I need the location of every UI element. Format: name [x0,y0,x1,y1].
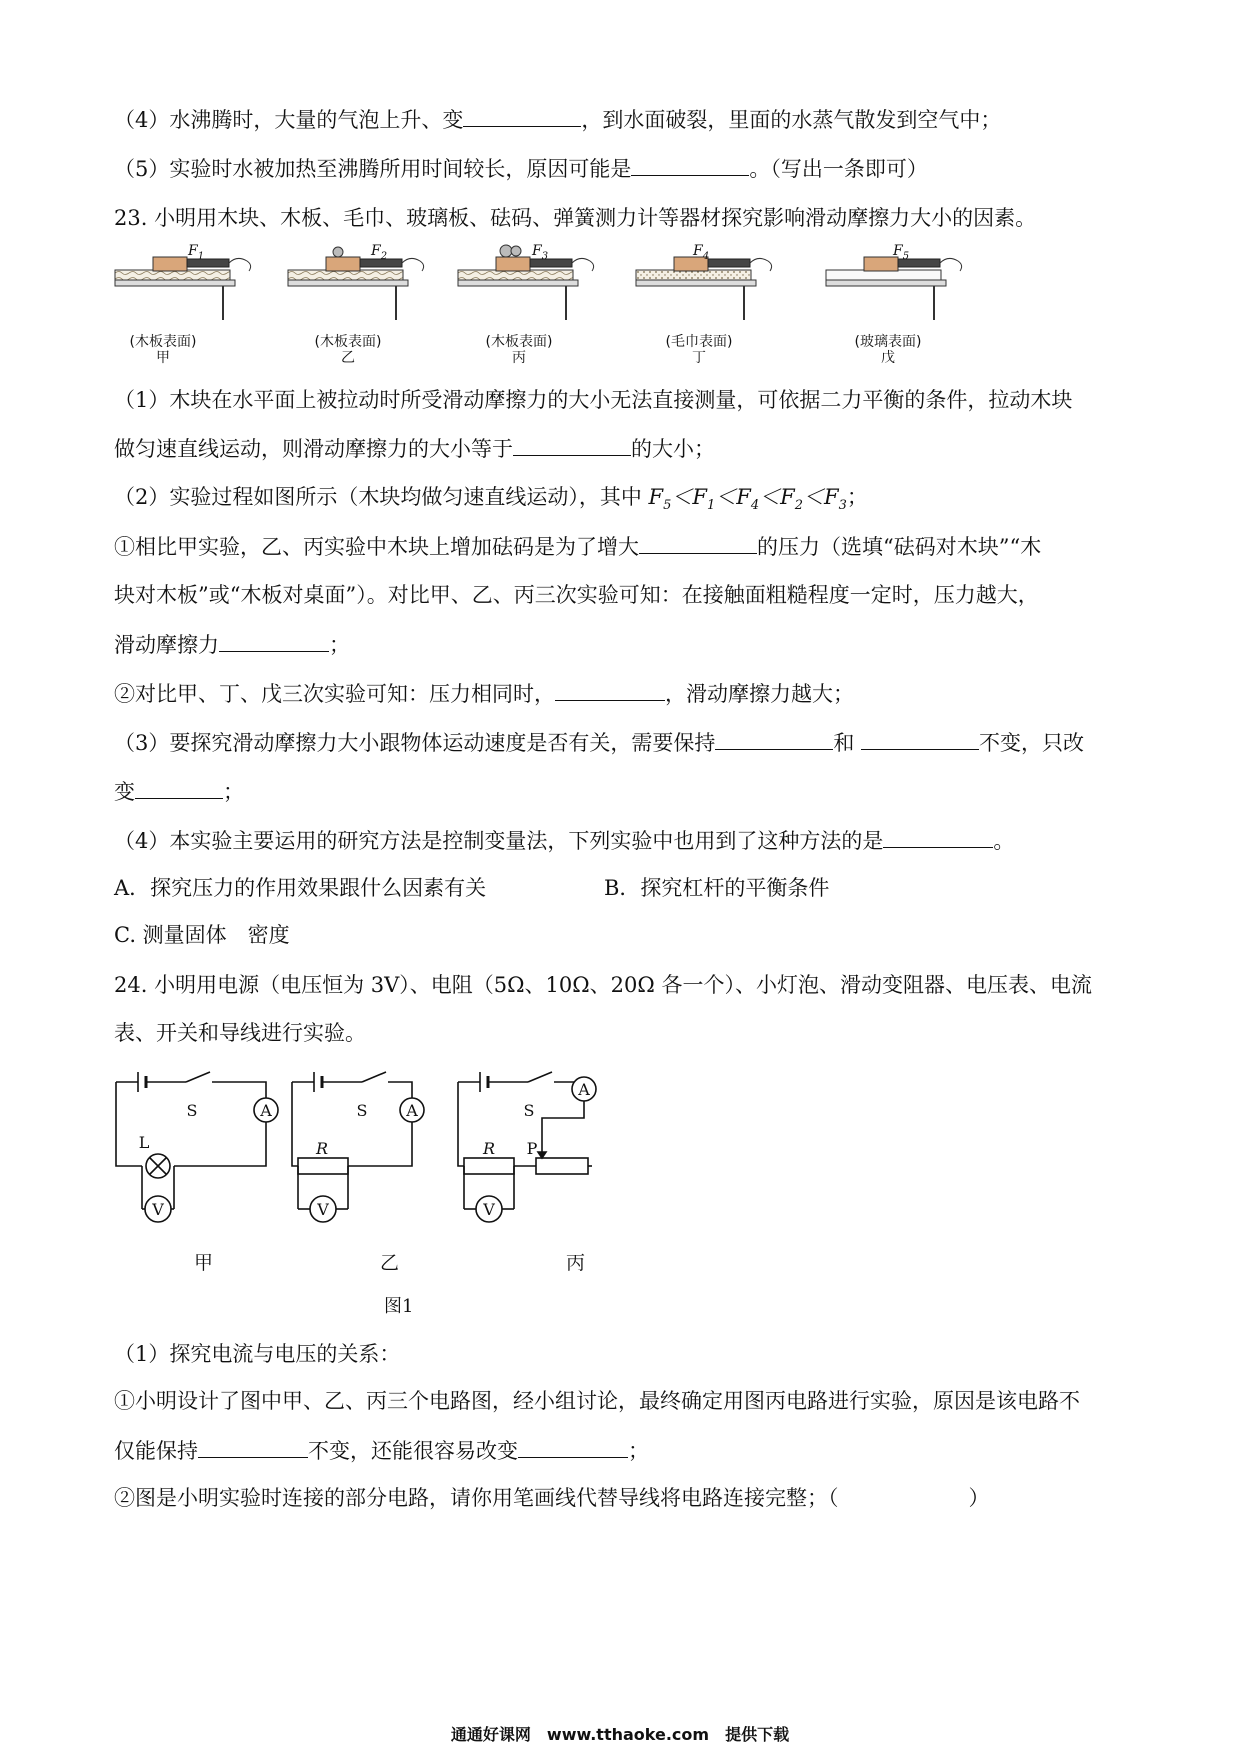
q24-stem-line2: 表、开关和导线进行实验。 [114,1021,366,1045]
circuit-label: 乙 [380,1252,400,1274]
answer-blank[interactable] [555,678,665,701]
setup-bing [458,245,594,320]
figure-caption: (木板表面) 甲 [129,334,197,366]
circuit-diagrams [100,1066,660,1236]
switch-label: S [356,1101,368,1120]
force-label: $F_3$ [532,243,549,262]
q23-part2-i-line2: 块对木板”或“木板对桌面”）。对比甲、乙、丙三次实验可知：在接触面粗糙程度一定时，压力越大， [114,583,1039,607]
setup-yi [288,247,424,320]
answer-blank[interactable] [135,776,223,799]
force-label: $F_2$ [371,243,388,262]
q24-stem-line1: 24. 小明用电源（电压恒为 3V）、电阻（5Ω、10Ω、20Ω 各一个）、小灯泡、滑动变阻器、电压表、电流 [114,973,1092,997]
force-relation: $F_5<F_1<F_4<F_2<F_3$ [648,485,847,514]
force-label: $F_5$ [893,243,910,262]
q24-part1-i-line2: 仅能保持 不变，还能很容易改变 ； [114,1435,649,1466]
voltmeter-label: V [152,1200,164,1219]
q23-part3-line2: 变 ； [114,776,244,807]
q22-part5: （5）实验时水被加热至沸腾所用时间较长，原因可能是 。（写出一条即可） [114,153,928,184]
switch-label: S [186,1101,198,1120]
lamp-label: L [138,1133,150,1152]
q23-part4: （4）本实验主要运用的研究方法是控制变量法，下列实验中也用到了这种方法的是 。 [114,825,1014,856]
q23-part3-line1: （3）要探究滑动摩擦力大小跟物体运动速度是否有关，需要保持 和 不变，只改 [114,727,1084,758]
circuit-label: 丙 [566,1252,586,1274]
figure-caption: (木板表面) 丙 [485,334,553,366]
q23-part2-ii: ②对比甲、丁、戊三次实验可知：压力相同时， ，滑动摩擦力越大； [114,678,854,709]
circuit-label: 甲 [194,1252,214,1274]
q23-option-a: A．探究压力的作用效果跟什么因素有关 [114,876,487,900]
figure-caption: 图1 [384,1296,414,1317]
force-label: $F_1$ [188,243,205,262]
resistor-label: R [482,1139,496,1158]
voltmeter-label: V [317,1200,329,1219]
q23-part1-line2: 做匀速直线运动，则滑动摩擦力的大小等于 的大小； [114,433,715,464]
page-footer: 通通好课网 www.tthaoke.com 提供下载 [450,1725,790,1744]
q24-part1: （1）探究电流与电压的关系： [114,1342,401,1366]
force-label: $F_4$ [693,243,710,262]
answer-blank[interactable] [715,727,833,750]
answer-blank[interactable] [518,1435,628,1458]
answer-blank[interactable] [639,531,757,554]
q23-stem: 23. 小明用木块、木板、毛巾、玻璃板、砝码、弹簧测力计等器材探究影响滑动摩擦力大小的因素。 [114,206,1037,230]
setup-wu [826,257,962,320]
voltmeter-label: V [483,1200,495,1219]
resistor-label: R [315,1139,329,1158]
answer-blank[interactable] [463,104,581,127]
ammeter-label: A [260,1101,272,1120]
q22-part4: （4）水沸腾时，大量的气泡上升、变 ，到水面破裂，里面的水蒸气散发到空气中； [114,104,1001,135]
figure-caption: (毛巾表面) 丁 [665,334,733,366]
circuit-yi [292,1072,412,1209]
switch-label: S [523,1101,535,1120]
q23-part2-i-line1: ①相比甲实验，乙、丙实验中木块上增加砝码是为了增大 的压力（选填“砝码对木块”“木 [114,531,1041,562]
q23-part2-i-line3: 滑动摩擦力 ； [114,629,350,660]
figure-caption: (玻璃表面) 戊 [854,334,922,366]
q23-part2: （2）实验过程如图所示（木块均做匀速直线运动），其中 $F_5<F_1<F_4<F_2<F_3$； [114,485,868,514]
figure-caption: (木板表面) 乙 [314,334,382,366]
answer-blank[interactable] [883,825,993,848]
answer-blank[interactable] [219,629,329,652]
setup-jia [115,257,251,320]
answer-blank[interactable] [198,1435,308,1458]
ammeter-label: A [406,1101,418,1120]
setup-ding [636,257,772,320]
q23-option-b: B．探究杠杆的平衡条件 [604,876,830,900]
answer-blank[interactable] [513,433,631,456]
slider-label: P [526,1139,538,1158]
q24-part1-ii: ②图是小明实验时连接的部分电路，请你用笔画线代替导线将电路连接完整；（ ） [114,1486,990,1510]
ammeter-label: A [578,1080,590,1099]
q24-part1-i-line1: ①小明设计了图中甲、乙、丙三个电路图，经小组讨论，最终确定用图丙电路进行实验，原因是该电路不 [114,1389,1080,1413]
q23-part1-line1: （1）木块在水平面上被拉动时所受滑动摩擦力的大小无法直接测量，可依据二力平衡的条件，拉动木块 [114,388,1073,412]
answer-blank[interactable] [631,153,749,176]
q23-option-c: C. 测量固体 密度 [114,923,290,947]
answer-blank[interactable] [861,727,979,750]
